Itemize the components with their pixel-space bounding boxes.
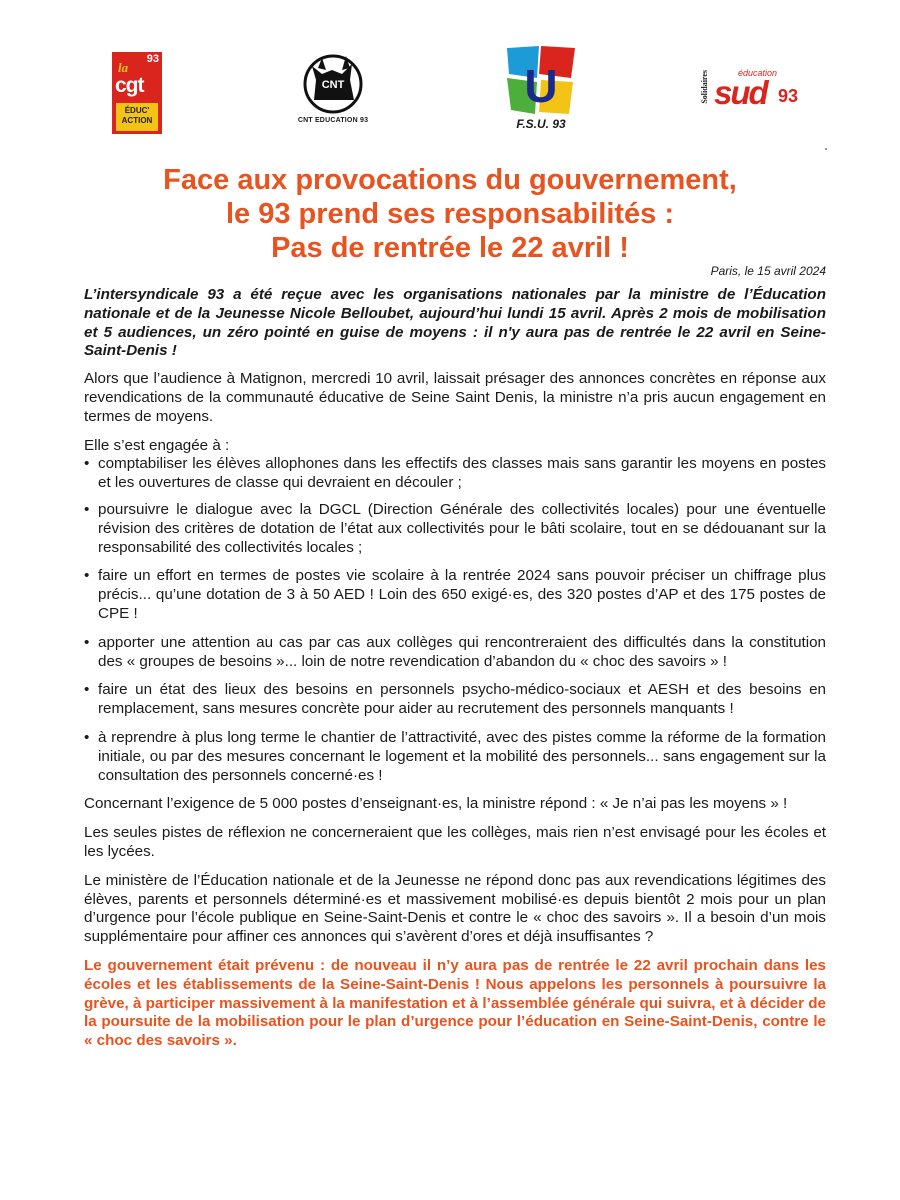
document-body xyxy=(84,286,826,1051)
paragraph-ministere: Le ministère de l’Éducation nationale et de la Jeunesse ne répond donc pas aux revendications légitimes des élèves, parents et personnels déterminé·es et massivement mobilisé·es depuis bientôt 2 mois pour un plan d’urgence pour l’école publique en Seine-Saint-Denis et contre le « choc des savoirs ». Il a besoin d’un mois supplémentaire pour affiner ces annonces qui s’avèrent d’ores et déjà insuffisantes ? xyxy=(84,871,826,946)
title-line-2: le 93 prend ses responsabilités : xyxy=(225,198,675,230)
sud-logo xyxy=(700,68,810,112)
closing-call: Le gouvernement était prévenu : de nouveau il n’y aura pas de rentrée le 22 avril prochain dans les écoles et les établissements de la Seine-Saint-Denis ! Nous appelons les personnels à poursuivre la grève, à participer massivement à la manifestation et à l’assemblée générale qui suivra, et à décider de la poursuite de la mobilisation pour le plan d’urgence pour l’éducation en Seine-Saint-Denis, contre le « choc des savoirs ». xyxy=(84,956,826,1050)
fsu-colored-shapes-icon xyxy=(505,44,577,116)
cnt-logo xyxy=(292,50,374,130)
list-item: • faire un effort en termes de postes vie scolaire à la rentrée 2024 sans pouvoir préciser un chiffrage plus précis... qu’une dotation de 3 à 50 AED ! Loin des 650 exigé·es, des 320 postes d’AP et des 175 postes de CPE ! xyxy=(84,567,826,623)
cgt-logo-sub-line1: ÉDUC' xyxy=(124,106,150,115)
sud-logo-number: 93 xyxy=(778,86,799,106)
document-date: Paris, le 15 avril 2024 xyxy=(710,264,826,278)
engagement-lead: Elle s’est engagée à : xyxy=(84,436,230,454)
cgt-logo-la: la xyxy=(118,60,129,75)
list-item: • apporter une attention au cas par cas aux collèges qui rencontreraient des difficultés dans la constitution des « groupes de besoins »... loin de notre revendication d’abandon du « choc des savoirs » ! xyxy=(84,634,826,672)
cnt-black-cat-icon xyxy=(302,50,364,116)
cgt-logo-subtitle xyxy=(116,106,158,126)
cgt-logo-number: 93 xyxy=(146,53,159,65)
scan-dot xyxy=(825,148,827,150)
title-line-1: Face aux provocations du gouvernement, xyxy=(163,164,737,196)
paragraph-audience: Alors que l’audience à Matignon, mercredi 10 avril, laissait présager des annonces concrètes en réponse aux revendications de la communauté éducative de Seine Saint Denis, la ministre n’a pris aucun engagement en termes de moyens. xyxy=(84,370,826,425)
logo-bar xyxy=(0,0,900,150)
list-item: • à reprendre à plus long terme le chantier de l’attractivité, avec des pistes comme la réforme de la formation initiale, ou par des mesures concernant le logement et la mobilité des personnels... sans engagement sur la consultation des personnels concerné·es ! xyxy=(84,729,826,785)
paragraph-pistes: Les seules pistes de réflexion ne concerneraient que les collèges, mais rien n’est envisagé pour les écoles et les lycées. xyxy=(84,824,826,860)
sud-logo-word: sud xyxy=(714,74,767,111)
cgt-logo-word: cgt xyxy=(115,74,144,97)
title-line-3: Pas de rentrée le 22 avril ! xyxy=(271,232,629,264)
engagement-list xyxy=(84,455,826,785)
cgt-logo xyxy=(112,52,162,134)
cnt-logo-caption: CNT EDUCATION 93 xyxy=(297,117,369,124)
list-item: • comptabiliser les élèves allophones dans les effectifs des classes mais sans garantir les moyens en postes et les ouvertures de classe qui devraient en découler ; xyxy=(84,455,826,493)
fsu-logo xyxy=(505,44,577,136)
paragraph-postes: Concernant l’exigence de 5 000 postes d’enseignant·es, la ministre répond : « Je n’ai pas les moyens » ! xyxy=(84,795,788,813)
sud-logo-solidaires: Solidaires xyxy=(700,70,709,104)
fsu-logo-letter: U xyxy=(524,60,558,112)
list-item: • faire un état des lieux des besoins en personnels psycho-médico-sociaux et AESH et des besoins en remplacement, sans mesures concrète pour aider au recrutement des personnels manquants ! xyxy=(84,681,826,719)
fsu-logo-caption: F.S.U. 93 xyxy=(516,117,566,131)
page-title xyxy=(60,163,840,265)
intro-paragraph: L’intersyndicale 93 a été reçue avec les organisations nationales par la ministre de l’Éducation nationale et de la Jeunesse Nicole Belloubet, aujourd’hui lundi 15 avril. Après 2 mois de mobilisation et 5 audiences, un zéro pointé en guise de moyens : il n'y aura pas de rentrée le 22 avril en Seine-Saint-Denis ! xyxy=(84,286,826,360)
cgt-logo-sub-line2: ACTION xyxy=(121,116,153,125)
cnt-logo-badge: CNT xyxy=(321,79,345,91)
sud-logo-education: éducation xyxy=(738,68,778,78)
list-item: • poursuivre le dialogue avec la DGCL (Direction Générale des collectivités locales) pour une éventuelle révision des critères de dotation de l’état aux collectivités pour le bâti scolaire, tout en se dédouanant sur la responsabilité des collectivités locales ; xyxy=(84,501,826,557)
